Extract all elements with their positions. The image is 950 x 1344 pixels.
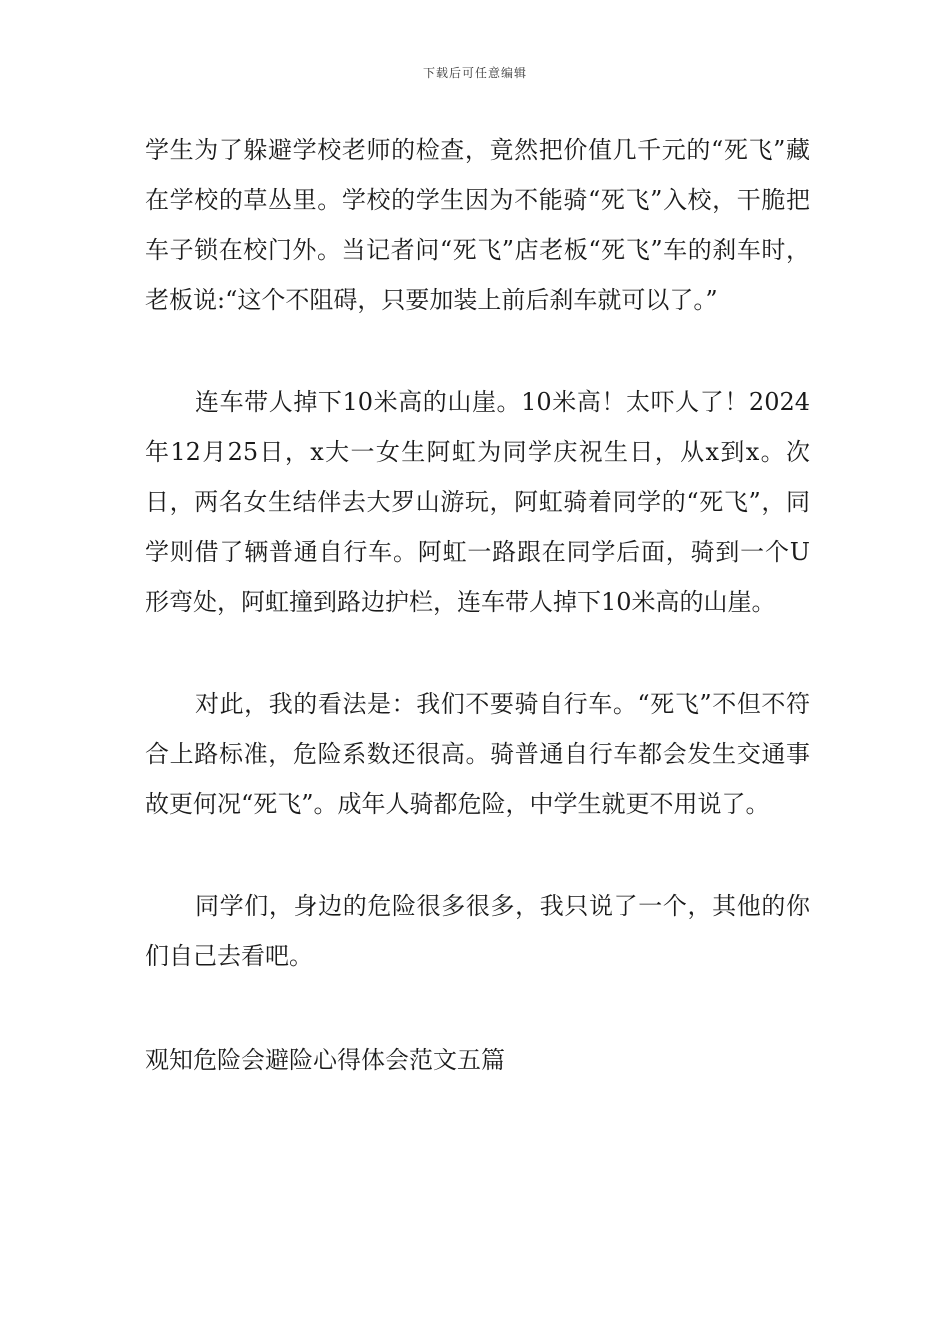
- paragraph-spacer: [145, 829, 810, 881]
- paragraph-4: 同学们，身边的危险很多很多，我只说了一个，其他的你们自己去看吧。: [145, 892, 810, 970]
- paragraph-2: 连车带人掉下10米高的山崖。10米高！太吓人了！2024年12月25日，x大一女生阿虹为同学庆祝生日，从x到x。次日，两名女生结伴去大罗山游玩，阿虹骑着同学的“死飞”，同学则借了辆普通自行车。阿虹一路跟在同学后面，骑到一个U形弯处，阿虹撞到路边护栏，连车带人掉下10米高的山崖。: [145, 388, 810, 616]
- paragraph-spacer: [145, 325, 810, 377]
- page-header-note: 下载后可任意编辑: [422, 66, 527, 80]
- section-title: 观知危险会避险心得体会范文五篇: [145, 1046, 505, 1074]
- paragraph-spacer: [145, 981, 810, 1035]
- paragraph-spacer: [145, 627, 810, 679]
- paragraph-1: 学生为了躲避学校老师的检查，竟然把价值几千元的“死飞”藏在学校的草丛里。学校的学生因为不能骑“死飞”入校，干脆把车子锁在校门外。当记者问“死飞”店老板“死飞”车的刹车时，老板说:“这个不阻碍，只要加装上前后刹车就可以了。”: [145, 136, 810, 314]
- document-body: [145, 125, 810, 1085]
- paragraph-3: 对此，我的看法是：我们不要骑自行车。“死飞”不但不符合上路标准，危险系数还很高。骑普通自行车都会发生交通事故更何况“死飞”。成年人骑都危险，中学生就更不用说了。: [145, 690, 810, 818]
